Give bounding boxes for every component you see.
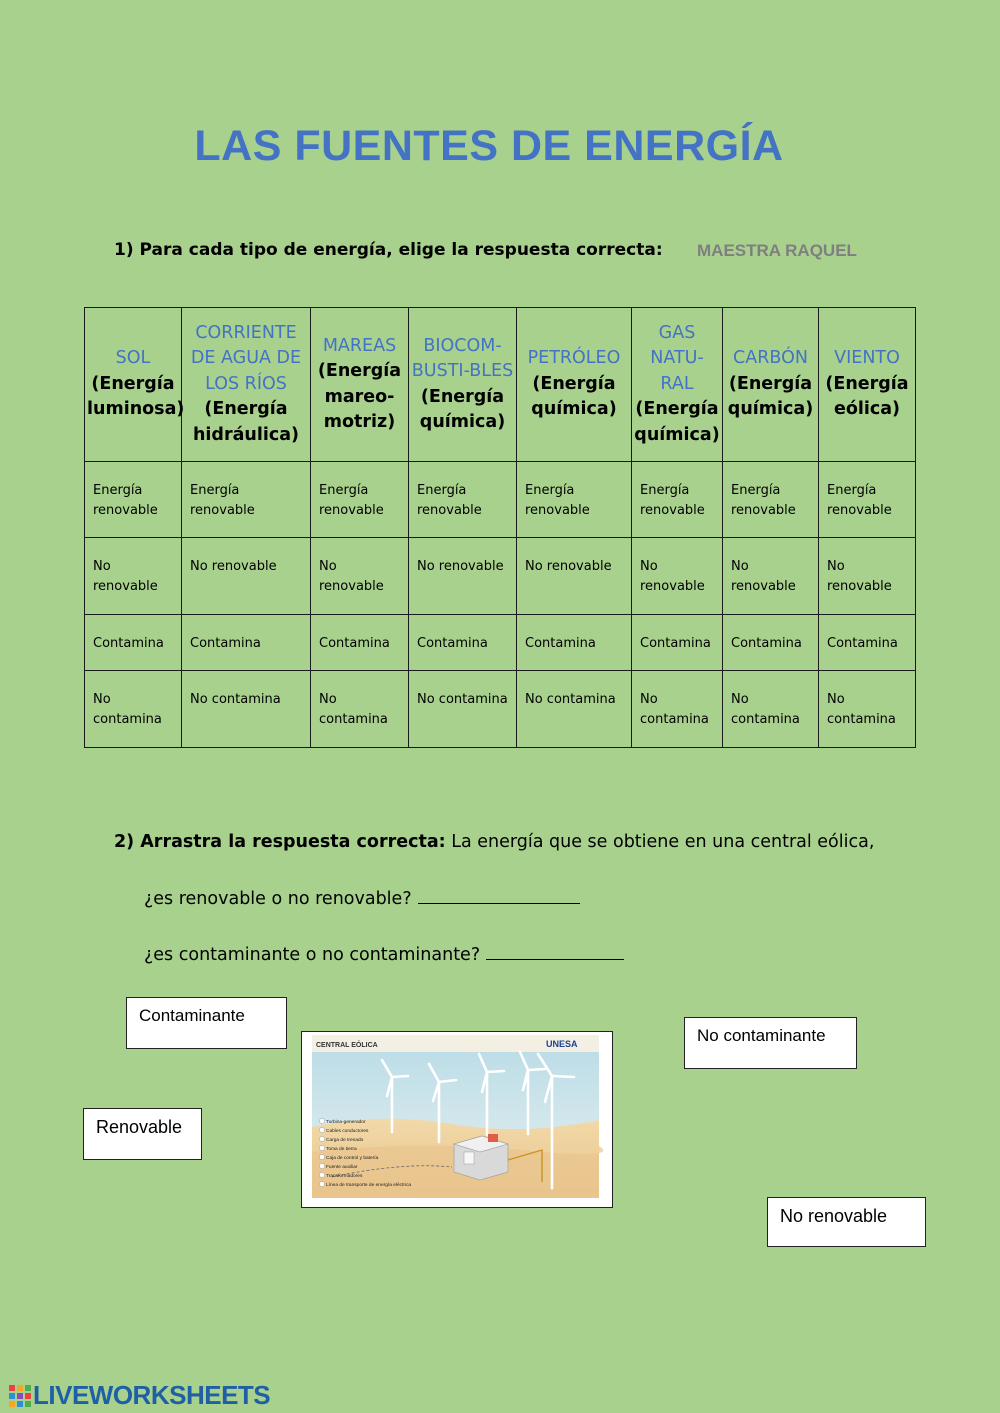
teacher-name: MAESTRA RAQUEL: [697, 241, 857, 260]
legend-item: Caja de control y batería: [326, 1156, 379, 1161]
question-2: [114, 832, 874, 852]
table-row: [85, 538, 916, 615]
energy-table: [84, 307, 916, 748]
option-no-contamina[interactable]: No contamina: [723, 671, 819, 748]
option-contamina[interactable]: Contamina: [85, 615, 182, 671]
option-no-contamina[interactable]: No contamina: [409, 671, 517, 748]
option-no-renovable[interactable]: No renovable: [311, 538, 409, 615]
option-no-renovable[interactable]: No renovable: [632, 538, 723, 615]
question-2-label: 2) Arrastra la respuesta correcta:: [114, 832, 446, 852]
option-no-contamina[interactable]: No contamina: [85, 671, 182, 748]
option-contamina[interactable]: Contamina: [723, 615, 819, 671]
table-row: [85, 615, 916, 671]
header-viento: VIENTO (Energía eólica): [819, 308, 916, 462]
header-petroleo: PETRÓLEO (Energía química): [517, 308, 632, 462]
header-biocombustibles: BIOCOM-BUSTI-BLES (Energía química): [409, 308, 517, 462]
option-contamina[interactable]: Contamina: [819, 615, 916, 671]
drag-option-no-renovable[interactable]: No renovable: [767, 1197, 926, 1247]
option-no-renovable[interactable]: No renovable: [819, 538, 916, 615]
figure-brand: UNESA: [546, 1039, 578, 1049]
option-contamina[interactable]: Contamina: [311, 615, 409, 671]
option-contamina[interactable]: Contamina: [409, 615, 517, 671]
figure-title: CENTRAL EÓLICA: [316, 1042, 378, 1049]
option-no-contamina[interactable]: No contamina: [517, 671, 632, 748]
drop-zone-renovable[interactable]: [418, 887, 580, 904]
question-1: 1) Para cada tipo de energía, elige la respuesta correcta:: [114, 240, 663, 260]
question-2-text: La energía que se obtiene en una central eólica,: [451, 832, 875, 852]
option-contamina[interactable]: Contamina: [517, 615, 632, 671]
table-row: [85, 462, 916, 538]
option-renovable[interactable]: Energía renovable: [85, 462, 182, 538]
drag-option-renovable[interactable]: Renovable: [83, 1108, 202, 1160]
option-renovable[interactable]: Energía renovable: [723, 462, 819, 538]
option-renovable[interactable]: Energía renovable: [819, 462, 916, 538]
question-2-line-1: [144, 887, 580, 909]
table-header-row: [85, 308, 916, 462]
option-no-contamina[interactable]: No contamina: [632, 671, 723, 748]
option-no-renovable[interactable]: No renovable: [517, 538, 632, 615]
option-contamina[interactable]: Contamina: [182, 615, 311, 671]
wind-farm-illustration: [301, 1031, 613, 1208]
option-no-renovable[interactable]: No renovable: [85, 538, 182, 615]
option-contamina[interactable]: Contamina: [632, 615, 723, 671]
option-renovable[interactable]: Energía renovable: [517, 462, 632, 538]
question-2-line-2-text: ¿es contaminante o no contaminante?: [144, 945, 481, 965]
legend-item: Carga de trenado: [326, 1138, 364, 1143]
option-renovable[interactable]: Energía renovable: [182, 462, 311, 538]
drag-option-contaminante[interactable]: Contaminante: [126, 997, 287, 1049]
legend-item: Turbina-generador: [326, 1120, 366, 1125]
wind-farm-diagram: [302, 1032, 611, 1206]
legend-item: Línea de transporte de energía eléctrica: [326, 1183, 412, 1188]
header-gas-natural: GAS NATU-RAL (Energía química): [632, 308, 723, 462]
header-carbon: CARBÓN (Energía química): [723, 308, 819, 462]
option-renovable[interactable]: Energía renovable: [409, 462, 517, 538]
liveworksheets-logo-icon: [9, 1385, 31, 1407]
option-no-renovable[interactable]: No renovable: [409, 538, 517, 615]
option-renovable[interactable]: Energía renovable: [311, 462, 409, 538]
option-no-renovable[interactable]: No renovable: [182, 538, 311, 615]
option-no-contamina[interactable]: No contamina: [182, 671, 311, 748]
page-title: LAS FUENTES DE ENERGÍA: [194, 122, 784, 170]
header-mareas: MAREAS (Energía mareo-motriz): [311, 308, 409, 462]
option-no-contamina[interactable]: No contamina: [311, 671, 409, 748]
legend-item: Transformadores: [326, 1174, 363, 1179]
option-renovable[interactable]: Energía renovable: [632, 462, 723, 538]
header-sol: SOL (Energía luminosa): [85, 308, 182, 462]
footer-brand: [9, 1380, 270, 1411]
drag-option-no-contaminante[interactable]: No contaminante: [684, 1017, 857, 1069]
legend-item: Toma de tierra: [326, 1147, 357, 1152]
option-no-renovable[interactable]: No renovable: [723, 538, 819, 615]
option-no-contamina[interactable]: No contamina: [819, 671, 916, 748]
legend-item: Cables conductores: [326, 1129, 369, 1134]
table-row: [85, 671, 916, 748]
footer-text: LIVEWORKSHEETS: [33, 1380, 271, 1410]
question-2-line-2: [144, 943, 624, 965]
legend-item: Fuente auxiliar: [326, 1165, 358, 1170]
drop-zone-contaminante[interactable]: [486, 943, 624, 960]
header-rios: CORRIENTE DE AGUA DE LOS RÍOS (Energía hidráulica): [182, 308, 311, 462]
question-2-line-1-text: ¿es renovable o no renovable?: [144, 889, 412, 909]
